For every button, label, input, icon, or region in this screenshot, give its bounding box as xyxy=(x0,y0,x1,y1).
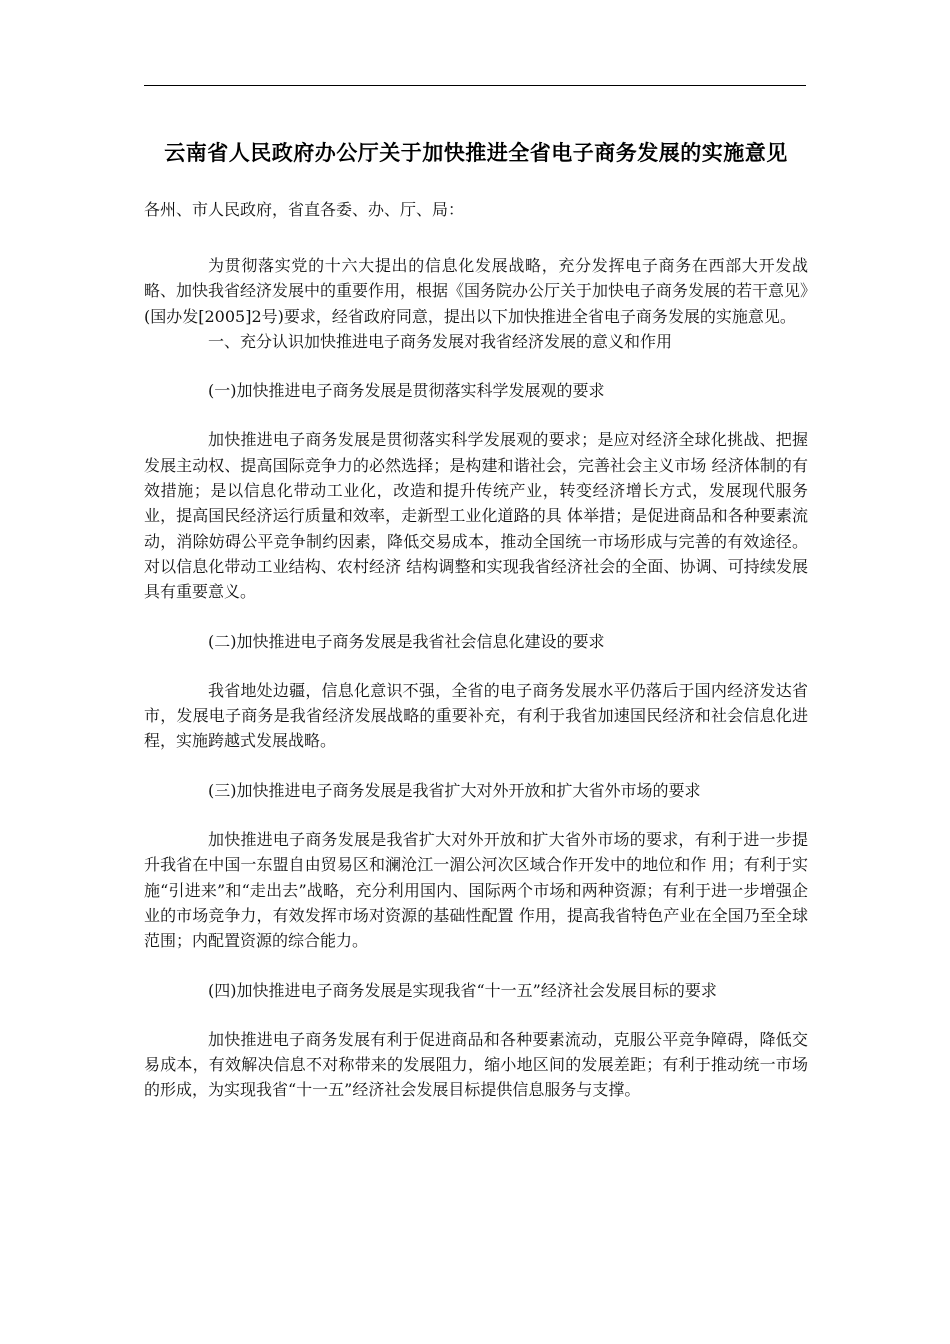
subsection-3-heading: (三)加快推进电子商务发展是我省扩大对外开放和扩大省外市场的要求 xyxy=(208,780,701,800)
section-1-heading: 一、充分认识加快推进电子商务发展对我省经济发展的意义和作用 xyxy=(208,331,673,351)
subsection-4-body: 加快推进电子商务发展有利于促进商品和各种要素流动，克服公平竞争障碍，降低交易成本，有效解决信息不对称带来的发展阻力，缩小地区间的发展差距；有利于推动统一市场的形成，为实现我省“十一五”经济社会发展目标提供信息服务与支撑。 xyxy=(144,1029,808,1100)
subsection-2-body: 我省地处边疆，信息化意识不强，全省的电子商务发展水平仍落后于国内经济发达省市，发展电子商务是我省经济发展战略的重要补充，有利于我省加速国民经济和社会信息化进程，实施跨越式发展战略。 xyxy=(144,680,808,751)
subsection-1-body: 加快推进电子商务发展是贯彻落实科学发展观的要求；是应对经济全球化挑战、把握发展主动权、提高国际竞争力的必然选择；是构建和谐社会，完善社会主义市场 经济体制的有效措施；是以信息化带动工业化，改造和提升传统产业，转变经济增长方式，发展现代服务业，提高国民经济运行质量和效率，走新型工业化道路的具 体举措；是促进商品和各种要素流动，消除妨碍公平竞争制约因素，降低交易成本，推动全国统一市场形成与完善的有效途径。对以信息化带动工业结构、农村经济 结构调整和实现我省经济社会的全面、协调、可持续发展具有重要意义。 xyxy=(144,430,808,602)
document-body xyxy=(144,138,808,1103)
subsection-4-heading: (四)加快推进电子商务发展是实现我省“十一五”经济社会发展目标的要求 xyxy=(208,980,717,1000)
subsection-1-heading: (一)加快推进电子商务发展是贯彻落实科学发展观的要求 xyxy=(208,381,605,401)
subsection-2-heading: (二)加快推进电子商务发展是我省社会信息化建设的要求 xyxy=(208,631,605,651)
intro-paragraph: 为贯彻落实党的十六大提出的信息化发展战略，充分发挥电子商务在西部大开发战略、加快我省经济发展中的重要作用，根据《国务院办公厅关于加快电子商务发展的若干意见》(国办发[2005]2号)要求，经省政府同意，提出以下加快推进全省电子商务发展的实施意见。 xyxy=(144,256,809,326)
header-rule xyxy=(144,85,806,86)
document-title: 云南省人民政府办公厅关于加快推进全省电子商务发展的实施意见 xyxy=(164,140,788,165)
salutation: 各州、市人民政府，省直各委、办、厅、局： xyxy=(144,200,465,219)
subsection-3-body: 加快推进电子商务发展是我省扩大对外开放和扩大省外市场的要求，有利于进一步提升我省在中国一东盟自由贸易区和澜沧江一湄公河次区域合作开发中的地位和作 用；有利于实施“引进来”和“走出去”战略，充分利用国内、国际两个市场和两种资源；有利于进一步增强企业的市场竞争力，有效发挥市场对资源的基础性配置 作用，提高我省特色产业在全国乃至全球范围；内配置资源的综合能力。 xyxy=(144,830,808,951)
